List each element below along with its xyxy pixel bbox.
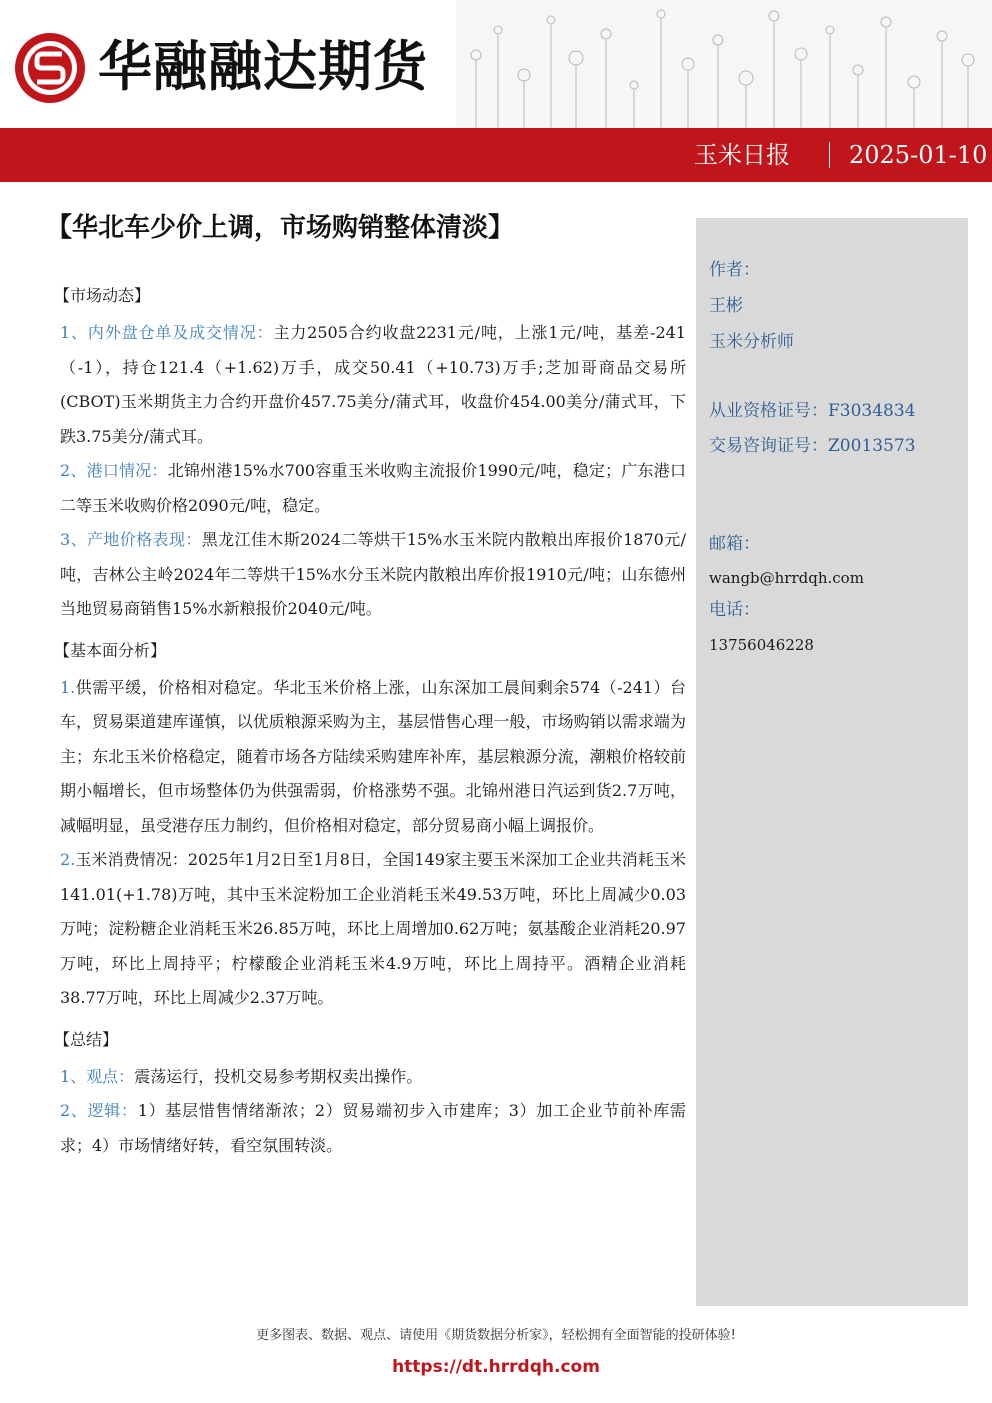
section-heading-market: 【市场动态】 [54,286,151,305]
summary-item: 1、观点：震荡运行，投机交易参考期权卖出操作。 [60,1066,423,1086]
qualification-number: 从业资格证号：F3034834 [709,401,916,421]
author-sidebar [696,218,968,1306]
header-decoration [456,0,992,128]
phone-number: 13756046228 [709,636,814,654]
fundamental-item: 1.供需平缓，价格相对稳定。华北玉米价格上涨，山东深加工晨间剩余574（-241）台车，贸易渠道建库谨慎，以优质粮源采购为主，基层惜售心理一般，市场购销以需求端为主；东北玉米价格稳定，随着市场各方陆续采购建库补库，基层粮源分流，潮粮价格较前期小幅增长，但市场整体仍为供强需弱，价格涨势不强。北锦州港日汽运到货2.7万吨，减幅明显，虽受港存压力制约，但价格相对稳定，部分贸易商小幅上调报价。 [60,677,686,835]
report-body [54,284,686,1163]
market-item: 2、港口情况：北锦州港15%水700容重玉米收购主流报价1990元/吨，稳定；广东港口二等玉米收购价格2090元/吨，稳定。 [60,461,686,515]
header-separator [829,142,830,168]
market-item: 3、产地价格表现：黑龙江佳木斯2024二等烘干15%水玉米院内散粮出库报价1870元/吨，吉林公主岭2024年二等烘干15%水分玉米院内散粮出库价报1910元/吨；山东德州当地贸易商销售15%水新粮报价2040元/吨。 [60,530,686,618]
footer-link[interactable]: https://dt.hrrdqh.com [392,1357,600,1377]
market-item: 1、内外盘仓单及成交情况：主力2505合约收盘2231元/吨，上涨1元/吨，基差-241（-1），持仓121.4（+1.62)万手，成交50.41（+10.73)万手;芝加哥商品交易所(CBOT)玉米期货主力合约开盘价457.75美分/蒲式耳，收盘价454.00美分/蒲式耳，下跌3.75美分/蒲式耳。 [60,323,686,446]
report-date: 2025-01-10 [849,141,988,169]
email-label: 邮箱： [709,534,760,554]
company-name: 华融融达期货 [98,35,428,98]
author-label: 作者： [709,260,760,280]
author-name: 王彬 [709,296,743,316]
consult-number: 交易咨询证号：Z0013573 [709,436,916,456]
footer-note: 更多图表、数据、观点、请使用《期货数据分析家》，轻松拥有全面智能的投研体验! [256,1328,736,1343]
report-title: 【华北车少价上调，市场购销整体清淡】 [46,213,515,243]
email-address[interactable]: wangb@hrrdqh.com [709,569,864,587]
fundamental-item: 2.玉米消费情况：2025年1月2日至1月8日，全国149家主要玉米深加工企业共消耗玉米141.01(+1.78)万吨，其中玉米淀粉加工企业消耗玉米49.53万吨，环比上周减少0.03万吨；淀粉糖企业消耗玉米26.85万吨，环比上周增加0.62万吨；氨基酸企业消耗20.97万吨，环比上周持平；柠檬酸企业消耗玉米4.9万吨，环比上周持平。酒精企业消耗38.77万吨，环比上周减少2.37万吨。 [60,850,686,1007]
author-role: 玉米分析师 [709,332,794,352]
header-red-bar [0,128,992,182]
company-logo-icon [12,30,88,106]
section-heading-fundamental: 【基本面分析】 [54,640,167,660]
phone-label: 电话： [709,600,760,620]
summary-item: 2、逻辑：1）基层惜售情绪渐浓；2）贸易端初步入市建库；3）加工企业节前补库需求；4）市场情绪好转，看空氛围转淡。 [60,1101,686,1155]
report-type: 玉米日报 [694,141,790,169]
section-heading-summary: 【总结】 [54,1029,119,1049]
report-header [0,0,992,182]
